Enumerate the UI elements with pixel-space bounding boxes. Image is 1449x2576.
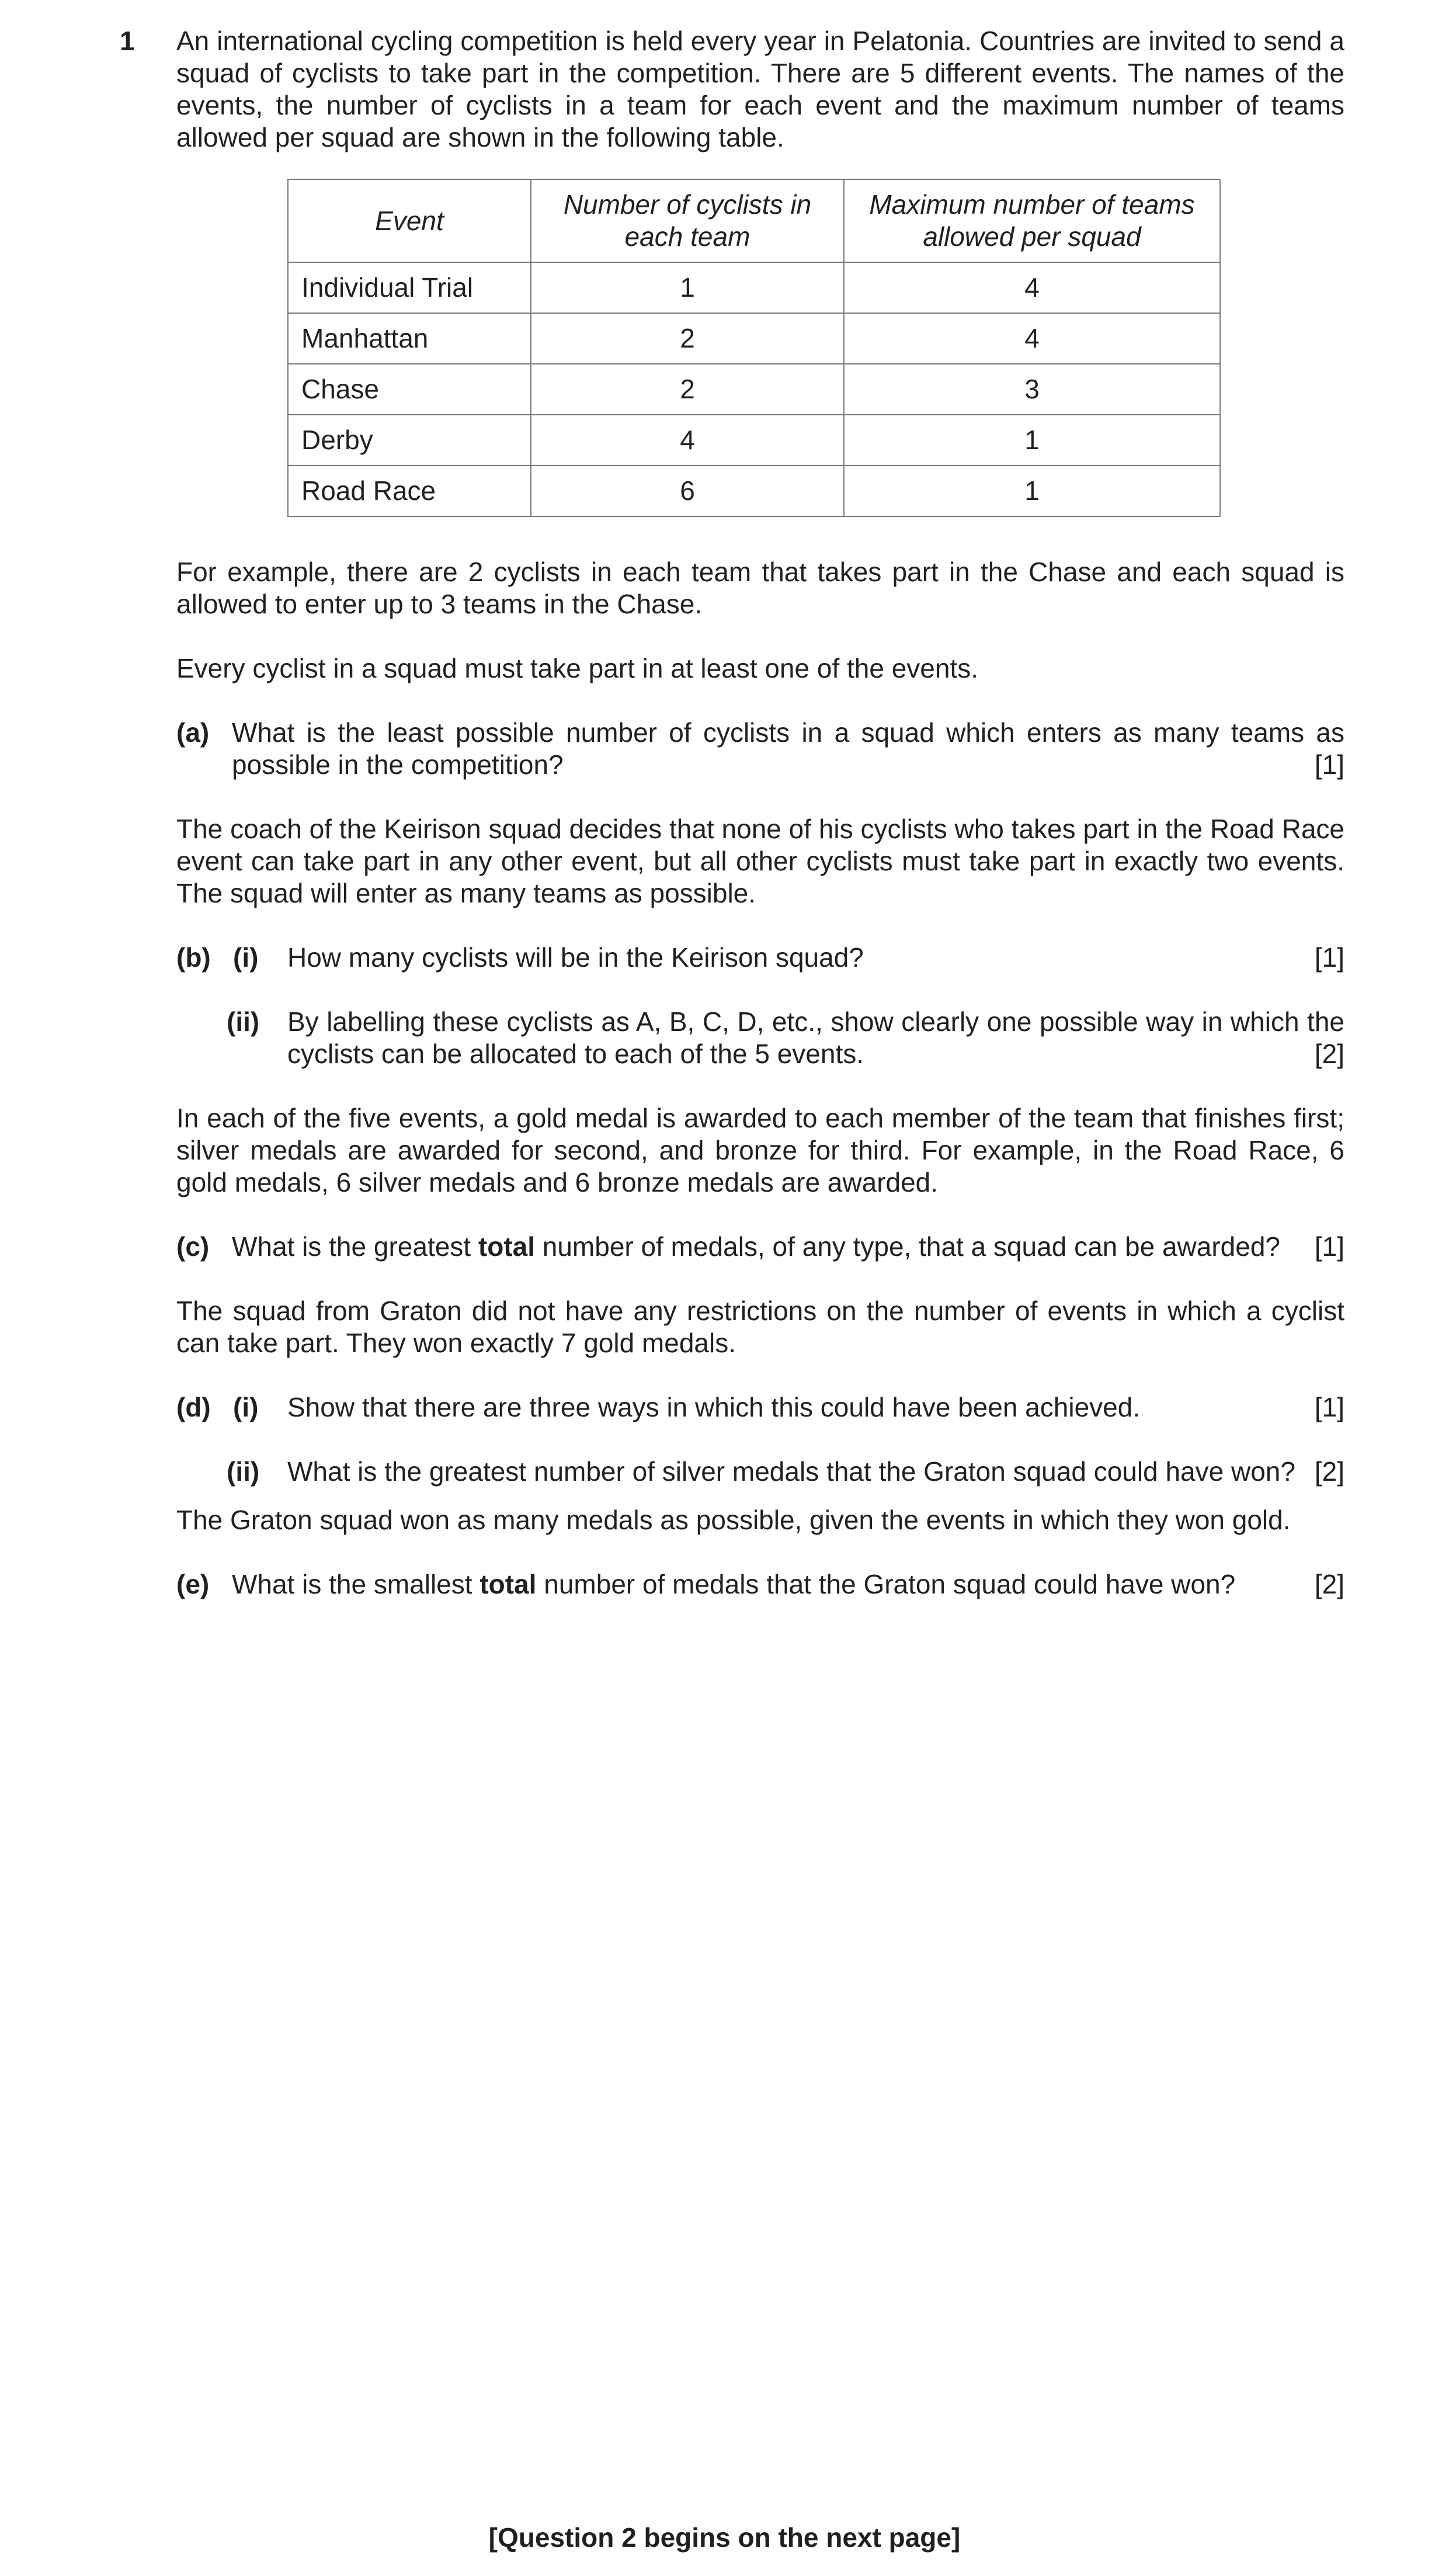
graton-max-paragraph: The Graton squad won as many medals as possible, given the events in which they won gold. [176, 1505, 1291, 1535]
part-b-ii [176, 1006, 1344, 1070]
cyclists-count: 2 [531, 364, 844, 415]
part-d-i-question: Show that there are three ways in which this could have been achieved. [287, 1392, 1141, 1422]
part-c-mark: [1] [1314, 1231, 1344, 1262]
part-b-i [176, 942, 1344, 974]
part-a-question: What is the least possible number of cyclists in a squad which enters as many teams as possible in the competition? [232, 717, 1344, 780]
medals-paragraph: In each of the five events, a gold medal is awarded to each member of the team that finishes first; silver medals are awarded for second, and bronze for third. For example, in the Road Race, 6 gold medals, 6 silver medals and 6 bronze medals are awarded. [176, 1103, 1344, 1197]
max-teams: 1 [844, 415, 1220, 466]
intro-paragraph: An international cycling competition is held every year in Pelatonia. Countries are invited to send a squad of cyclists to take part in the competition. There are 5 different events. The names of the events, the number of cyclists in a team for each event and the maximum number of teams allowed per squad are shown in the following table. [176, 26, 1344, 152]
part-c [176, 1231, 1344, 1263]
table-row [288, 313, 1220, 364]
part-d-i-mark: [1] [1314, 1392, 1344, 1422]
part-c-text-start: What is the greatest [232, 1231, 478, 1262]
cyclists-count: 6 [531, 466, 844, 516]
event-name: Derby [288, 415, 531, 466]
header-max-teams: Maximum number of teams allowed per squad [844, 179, 1220, 262]
part-d-ii-mark: [2] [1314, 1456, 1344, 1487]
part-a-mark: [1] [1314, 749, 1344, 780]
part-c-emphasis: total [478, 1231, 535, 1262]
event-name: Chase [288, 364, 531, 415]
max-teams: 4 [844, 262, 1220, 313]
header-cyclists-per-team: Number of cyclists in each team [531, 179, 844, 262]
table-row [288, 466, 1220, 516]
part-b-i-mark: [1] [1314, 942, 1344, 973]
max-teams: 1 [844, 466, 1220, 516]
part-c-label: (c) [176, 1231, 210, 1262]
part-c-text-end: number of medals, of any type, that a squad can be awarded? [534, 1231, 1281, 1262]
part-e-text-end: number of medals that the Graton squad could have won? [536, 1569, 1236, 1599]
part-a-label: (a) [176, 717, 210, 748]
event-name: Individual Trial [288, 262, 531, 313]
part-e-emphasis: total [479, 1569, 537, 1599]
part-d-ii-label: (ii) [227, 1456, 260, 1487]
next-page-footer: [Question 2 begins on the next page] [488, 2522, 961, 2553]
part-e-text-start: What is the smallest [232, 1569, 480, 1599]
part-d-i [176, 1391, 1344, 1424]
part-b-ii-label: (ii) [227, 1006, 260, 1037]
cyclists-count: 2 [531, 313, 844, 364]
table-row [288, 262, 1220, 313]
table-row [288, 364, 1220, 415]
header-event: Event [288, 179, 531, 262]
cyclists-count: 4 [531, 415, 844, 466]
part-b-ii-question: By labelling these cyclists as A, B, C, D, etc., show clearly one possible way in which the cyclists can be allocated to each of the 5 events. [287, 1006, 1344, 1069]
table-header-row [288, 179, 1220, 262]
part-b-i-label: (i) [233, 942, 259, 973]
part-e-question [232, 1568, 1283, 1601]
rule-paragraph: Every cyclist in a squad must take part in at least one of the events. [176, 653, 979, 683]
part-b-ii-mark: [2] [1314, 1039, 1344, 1069]
example-paragraph: For example, there are 2 cyclists in each team that takes part in the Chase and each squad is allowed to enter up to 3 teams in the Chase. [176, 557, 1344, 619]
part-c-question [232, 1231, 1283, 1263]
table-row [288, 415, 1220, 466]
keirison-paragraph: The coach of the Keirison squad decides that none of his cyclists who takes part in the Road Race event can take part in any other event, but all other cyclists must take part in exactly two events. The squad will enter as many teams as possible. [176, 814, 1344, 908]
part-e-mark: [2] [1314, 1569, 1344, 1599]
graton-paragraph: The squad from Graton did not have any restrictions on the number of events in which a cyclist can take part. They won exactly 7 gold medals. [176, 1296, 1344, 1358]
max-teams: 3 [844, 364, 1220, 415]
part-d-i-label: (i) [233, 1392, 259, 1422]
part-a [176, 717, 1344, 781]
cyclists-count: 1 [531, 262, 844, 313]
part-e [176, 1568, 1344, 1601]
part-d-ii-question: What is the greatest number of silver medals that the Graton squad could have won? [287, 1456, 1295, 1487]
part-e-label: (e) [176, 1569, 210, 1599]
event-name: Road Race [288, 466, 531, 516]
max-teams: 4 [844, 313, 1220, 364]
part-d-label: (d) [176, 1392, 211, 1422]
part-b-i-question: How many cyclists will be in the Keirison squad? [287, 942, 864, 973]
part-d-ii [176, 1456, 1344, 1488]
event-name: Manhattan [288, 313, 531, 364]
question-number: 1 [120, 26, 135, 56]
part-b-label: (b) [176, 942, 211, 973]
events-table [287, 179, 1221, 517]
